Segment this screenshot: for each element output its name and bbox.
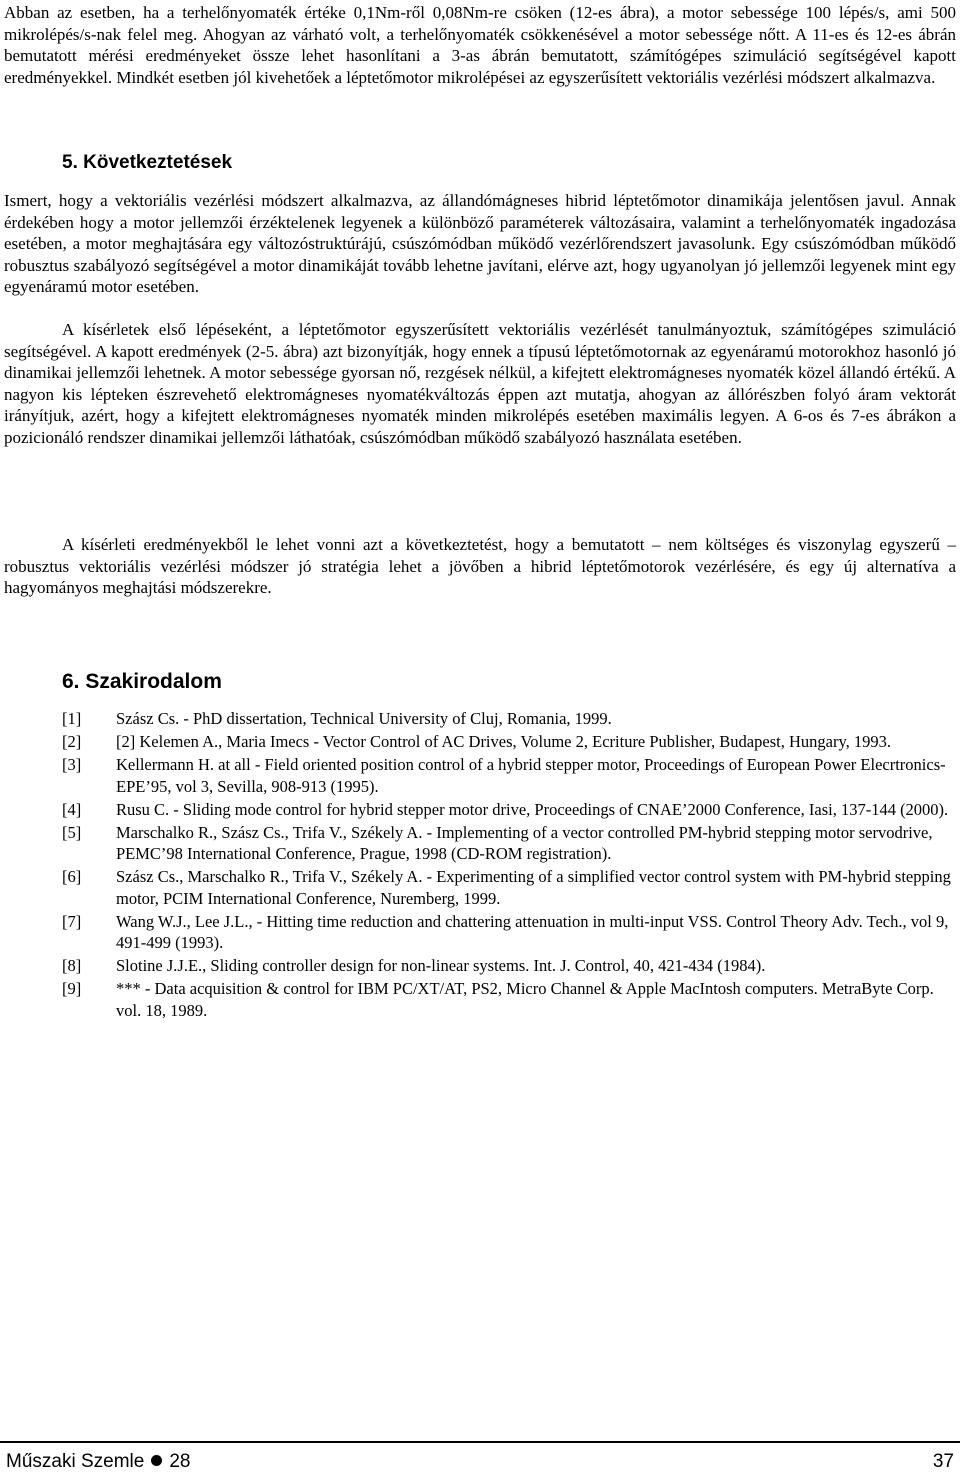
reference-text: [2] Kelemen A., Maria Imecs - Vector Control of AC Drives, Volume 2, Ecriture Publisher, Budapest, Hungary, 1993. [116,732,892,751]
reference-text: *** - Data acquisition & control for IBM PC/XT/AT, PS2, Micro Channel & Apple MacIntosh computers. MetraByte Corp. vol. 18, 1989. [116,979,934,1020]
journal-name: Műszaki Szemle [6,1451,145,1472]
reference-item [4,731,956,753]
reference-text: Szász Cs. - PhD dissertation, Technical University of Cluj, Romania, 1999. [116,709,612,728]
section-heading-references: 6. Szakirodalom [62,670,222,693]
reference-number: [1] [62,709,82,728]
reference-item [4,866,956,909]
body-paragraph-3: A kísérletek első lépéseként, a léptetőmotor egyszerűsített vektoriális vezérlését tanulmányoztuk, számítógépes szimuláció segítségével. A kapott eredmények (2-5. ábra) azt bizonyítják, hogy ennek a típusú léptetőmotornak az egyenáramú motorokhoz hasonló jó dinamikai jellemzői lehetnek. A motor sebessége gyorsan nő, rezgések nélkül, a kifejtett elektromágneses nyomaték közel állandó értékű. A nagyon kis lépteken észrevehető elektromágneses nyomatékváltozás éppen azt mutatja, ahogyan az állórészben folyó áram vektorát irányítjuk, azért, hogy a kifejtett elektromágneses nyomaték minden mikrolépés esetében maximális legyen. A 6-os és 7-es ábrákon a pozicionáló rendszer dinamikai jellemzői láthatóak, csúszómódban működő szabályozó használata esetében. [4,320,956,447]
reference-number: [6] [62,867,82,886]
issue-number: 28 [169,1451,191,1472]
reference-item [4,822,956,865]
footer-divider [0,1441,960,1443]
reference-text: Marschalko R., Szász Cs., Trifa V., Székely A. - Implementing of a vector controlled PM-hybrid stepping motor servodrive, PEMC’98 International Conference, Prague, 1998 (CD-ROM registration). [116,822,933,863]
reference-number: [8] [62,956,82,975]
reference-item [4,911,956,954]
reference-text: Rusu C. - Sliding mode control for hybrid stepper motor drive, Proceedings of CNAE’2000 Conference, Iasi, 137-144 (2000). [116,799,949,819]
bullet-icon [151,1455,162,1466]
reference-item [4,955,956,977]
page-number: 37 [932,1451,954,1472]
section-heading-conclusions: 5. Következtetések [62,152,233,173]
reference-list [4,708,956,1023]
reference-number: [5] [62,822,82,842]
reference-text: Wang W.J., Lee J.L., - Hitting time reduction and chattering attenuation in multi-input VSS. Control Theory Adv. Tech., vol 9, 491-499 (1993). [116,911,949,952]
body-paragraph-2: Ismert, hogy a vektoriális vezérlési módszert alkalmazva, az állandómágneses hibrid léptetőmotor dinamikája jelentősen javul. Annak érdekében hogy a motor jellemzői érzéktelenek legyenek a különböző paraméterek változásaira, valamint a terhelőnyomaték ingadozása esetében, a motor meghajtására egy változóstruktúrájú, csúszómódban működő vezérlőrendszert javasolunk. Egy csúszómódban működő robusztus szabályozó segítségével a motor dinamikáját tovább lehetne javítani, elérve azt, hogy ugyanolyan jó jellemzői legyenek mint egy egyenáramú motor esetében. [4,191,956,296]
reference-item [4,978,956,1021]
reference-number: [3] [62,755,82,774]
reference-item [4,754,956,797]
footer-journal [6,1451,190,1473]
body-paragraph-1: Abban az esetben, ha a terhelőnyomaték értéke 0,1Nm-ről 0,08Nm-re csöken (12-es ábra), a motor sebessége 100 lépés/s, ami 500 mikrolépés/s-nak felel meg. Ahogyan az várható volt, a terhelőnyomaték csökkenésével a motor sebessége nőtt. A 11-es és 12-es ábrán bemutatott mérési eredményeket össze lehet hasonlítani a 3-as ábrán bemutatott, számítógépes szimuláció segítségével kapott eredményekkel. Mindkét esetben jól kivehetőek a léptetőmotor mikrolépései az egyszerűsített vektoriális vezérlési módszert alkalmazva. [4,3,956,87]
reference-number: [7] [62,911,82,931]
reference-number: [4] [62,799,82,819]
reference-number: [9] [62,979,82,998]
reference-text: Szász Cs., Marschalko R., Trifa V., Székely A. - Experimenting of a simplified vector control system with PM-hybrid stepping motor, PCIM International Conference, Nuremberg, 1999. [116,867,951,908]
reference-number: [2] [62,732,82,751]
reference-text: Slotine J.J.E., Sliding controller design for non-linear systems. Int. J. Control, 40, 421-434 (1984). [116,956,766,975]
reference-item [4,799,956,821]
body-paragraph-4: A kísérleti eredményekből le lehet vonni azt a következtetést, hogy a bemutatott – nem költséges és viszonylag egyszerű – robusztus vektoriális vezérlési módszer jó stratégia lehet a jövőben a hibrid léptetőmotorok vezérlésére, és egy új alternatíva a hagyományos meghajtási módszerekre. [4,535,956,597]
reference-text: Kellermann H. at all - Field oriented position control of a hybrid stepper motor, Proceedings of European Power Elecrtronics-EPE’95, vol 3, Sevilla, 908-913 (1995). [116,755,946,796]
reference-item [4,708,956,730]
